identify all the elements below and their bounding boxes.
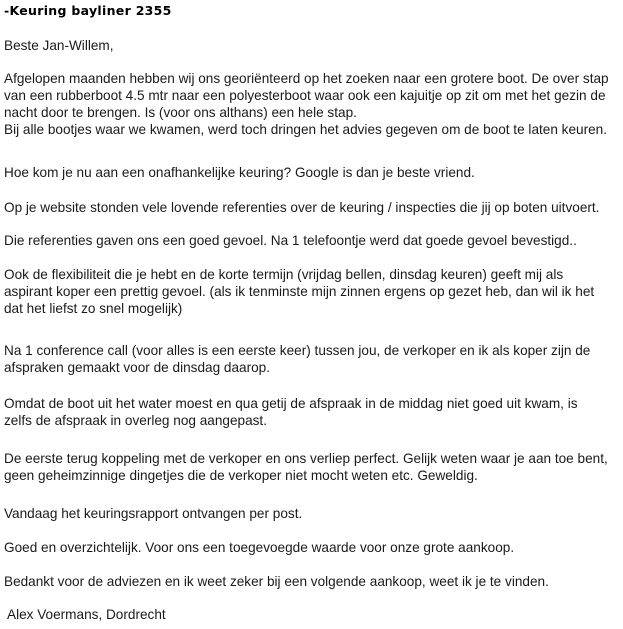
paragraph-5	[4, 266, 618, 317]
paragraph-4	[4, 232, 618, 249]
paragraph-line: Hoe kom je nu aan een onafhankelijke keuring? Google is dan je beste vriend.	[4, 165, 475, 180]
paragraph-10	[4, 539, 618, 556]
paragraph-line: aspirant koper een prettig gevoel. (als ik tenminste mijn zinnen ergens op gezet heb, dan wil ik het	[4, 284, 595, 299]
paragraph-line: van een rubberboot 4.5 mtr naar een polyesterboot waar ook een kajuitje op zit om met het gezin de	[4, 88, 606, 103]
paragraph-line: Vandaag het keuringsrapport ontvangen per post.	[4, 506, 303, 521]
paragraph-line: Ook de flexibiliteit die je hebt en de korte termijn (vrijdag bellen, dinsdag keuren) geeft mij als	[4, 267, 564, 282]
paragraph-line: dat het liefst zo snel mogelijk)	[4, 301, 183, 316]
greeting: Beste Jan-Willem,	[4, 38, 114, 53]
paragraph-8	[4, 450, 618, 484]
paragraph-line: Bedankt voor de adviezen en ik weet zeker bij een volgende aankoop, weet ik je te vinden.	[4, 574, 549, 589]
paragraph-7	[4, 395, 618, 429]
paragraph-line: nacht door te brengen. Is (voor ons althans) een hele stap.	[4, 105, 357, 120]
paragraph-2	[4, 164, 618, 181]
paragraph-11	[4, 573, 618, 590]
paragraph-line: Bij alle bootjes waar we kwamen, werd toch dringen het advies gegeven om de boot te laten keuren.	[4, 122, 608, 137]
paragraph-line: Afgelopen maanden hebben wij ons georiënteerd op het zoeken naar een grotere boot. De over stap	[4, 71, 609, 86]
paragraph-9	[4, 505, 618, 522]
paragraph-line: Die referenties gaven ons een goed gevoel. Na 1 telefoontje werd dat goede gevoel bevestigd..	[4, 233, 577, 248]
paragraph-3	[4, 199, 618, 216]
paragraph-line: geen geheimzinnige dingetjes die de verkoper niet mocht weten etc. Geweldig.	[4, 468, 478, 483]
paragraph-line: De eerste terug koppeling met de verkoper en ons verliep perfect. Gelijk weten waar je aan toe bent,	[4, 451, 608, 466]
paragraph-1	[4, 70, 618, 138]
paragraph-line: Na 1 conference call (voor alles is een eerste keer) tussen jou, de verkoper en ik als koper zijn de	[4, 343, 591, 358]
paragraph-6	[4, 342, 618, 376]
paragraph-line: Omdat de boot uit het water moest en qua getij de afspraak in de middag niet goed uit kwam, is	[4, 396, 578, 411]
paragraph-line: Op je website stonden vele lovende referenties over de keuring / inspecties die jij op boten uitvoert.	[4, 200, 600, 215]
signature: Alex Voermans, Dordrecht	[7, 607, 166, 622]
paragraph-line: Goed en overzichtelijk. Voor ons een toegevoegde waarde voor onze grote aankoop.	[4, 540, 515, 555]
document-title: -Keuring bayliner 2355	[4, 3, 172, 18]
paragraph-line: afspraken gemaakt voor de dinsdag daarop.	[4, 360, 271, 375]
paragraph-line: zelfs de afspraak in overleg nog aangepast.	[4, 413, 267, 428]
